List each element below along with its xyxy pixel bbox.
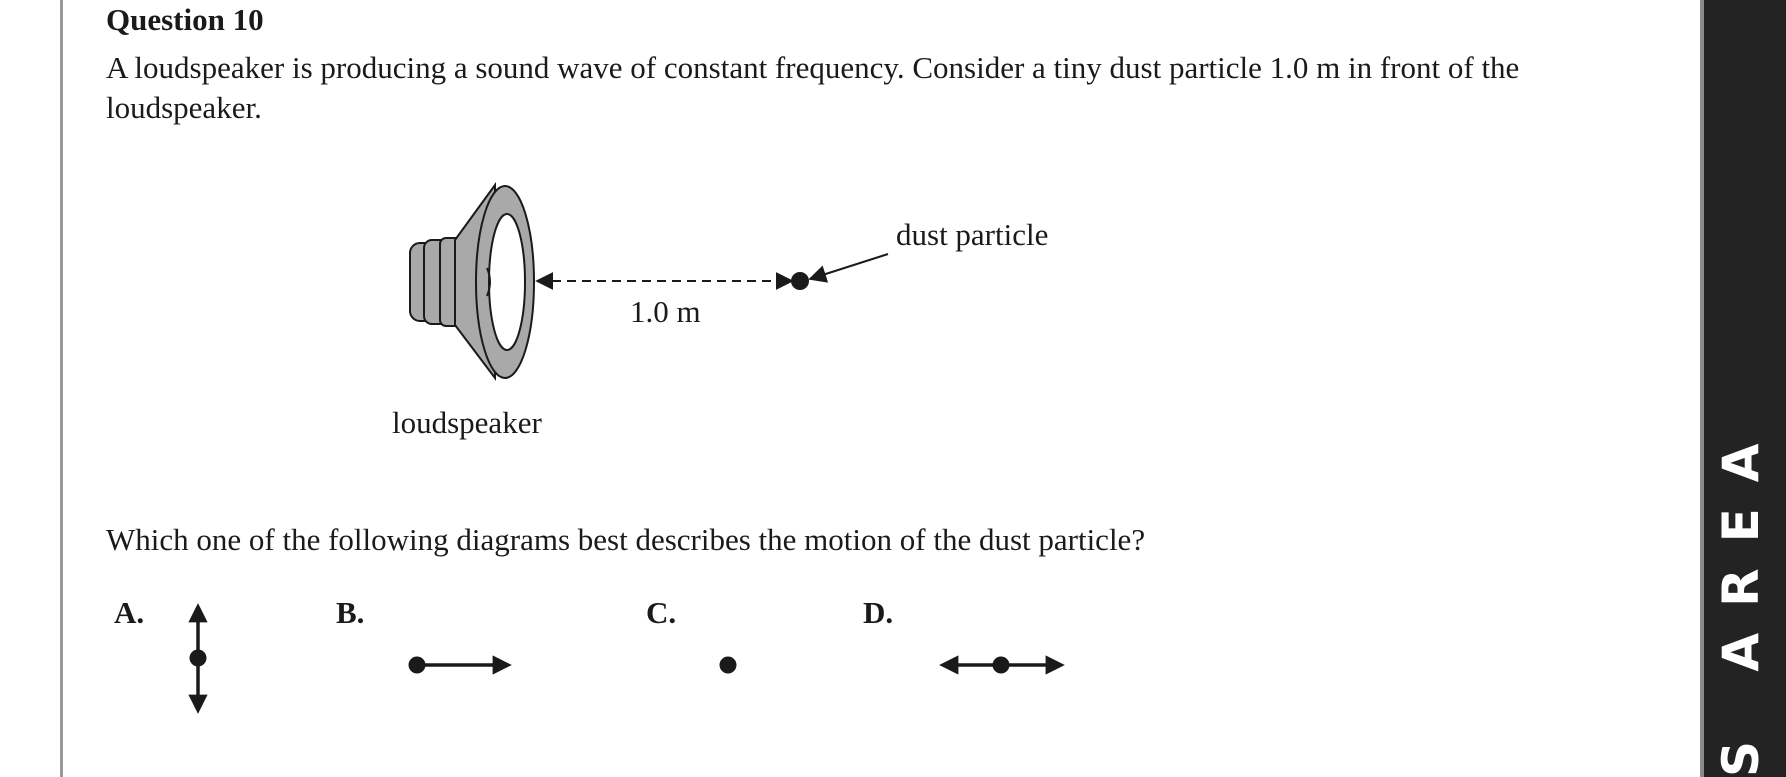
side-band-text: S AREA (1712, 417, 1770, 777)
side-margin-band (1700, 0, 1786, 777)
option-c-letter: C. (646, 595, 677, 630)
question-text: A loudspeaker is producing a sound wave of constant frequency. Consider a tiny dust particle 1.0 m in front of the loudspeaker. (106, 50, 1520, 125)
option-d-dot (993, 657, 1010, 674)
speaker-label: loudspeaker (392, 405, 542, 440)
option-d-letter: D. (863, 595, 894, 630)
option-d-figure[interactable] (943, 657, 1061, 674)
option-a-letter: A. (114, 595, 145, 630)
option-a-figure[interactable] (190, 607, 207, 710)
option-c-dot (720, 657, 737, 674)
option-b-figure[interactable] (409, 657, 509, 674)
particle-label: dust particle (896, 217, 1049, 252)
question-prompt: Which one of the following diagrams best describes the motion of the dust particle? (106, 522, 1146, 557)
option-a-dot (190, 650, 207, 667)
question-title: Question 10 (106, 2, 264, 37)
distance-label: 1.0 m (630, 294, 701, 329)
option-c-figure[interactable] (720, 657, 737, 674)
option-b-letter: B. (336, 595, 365, 630)
option-b-dot (409, 657, 426, 674)
